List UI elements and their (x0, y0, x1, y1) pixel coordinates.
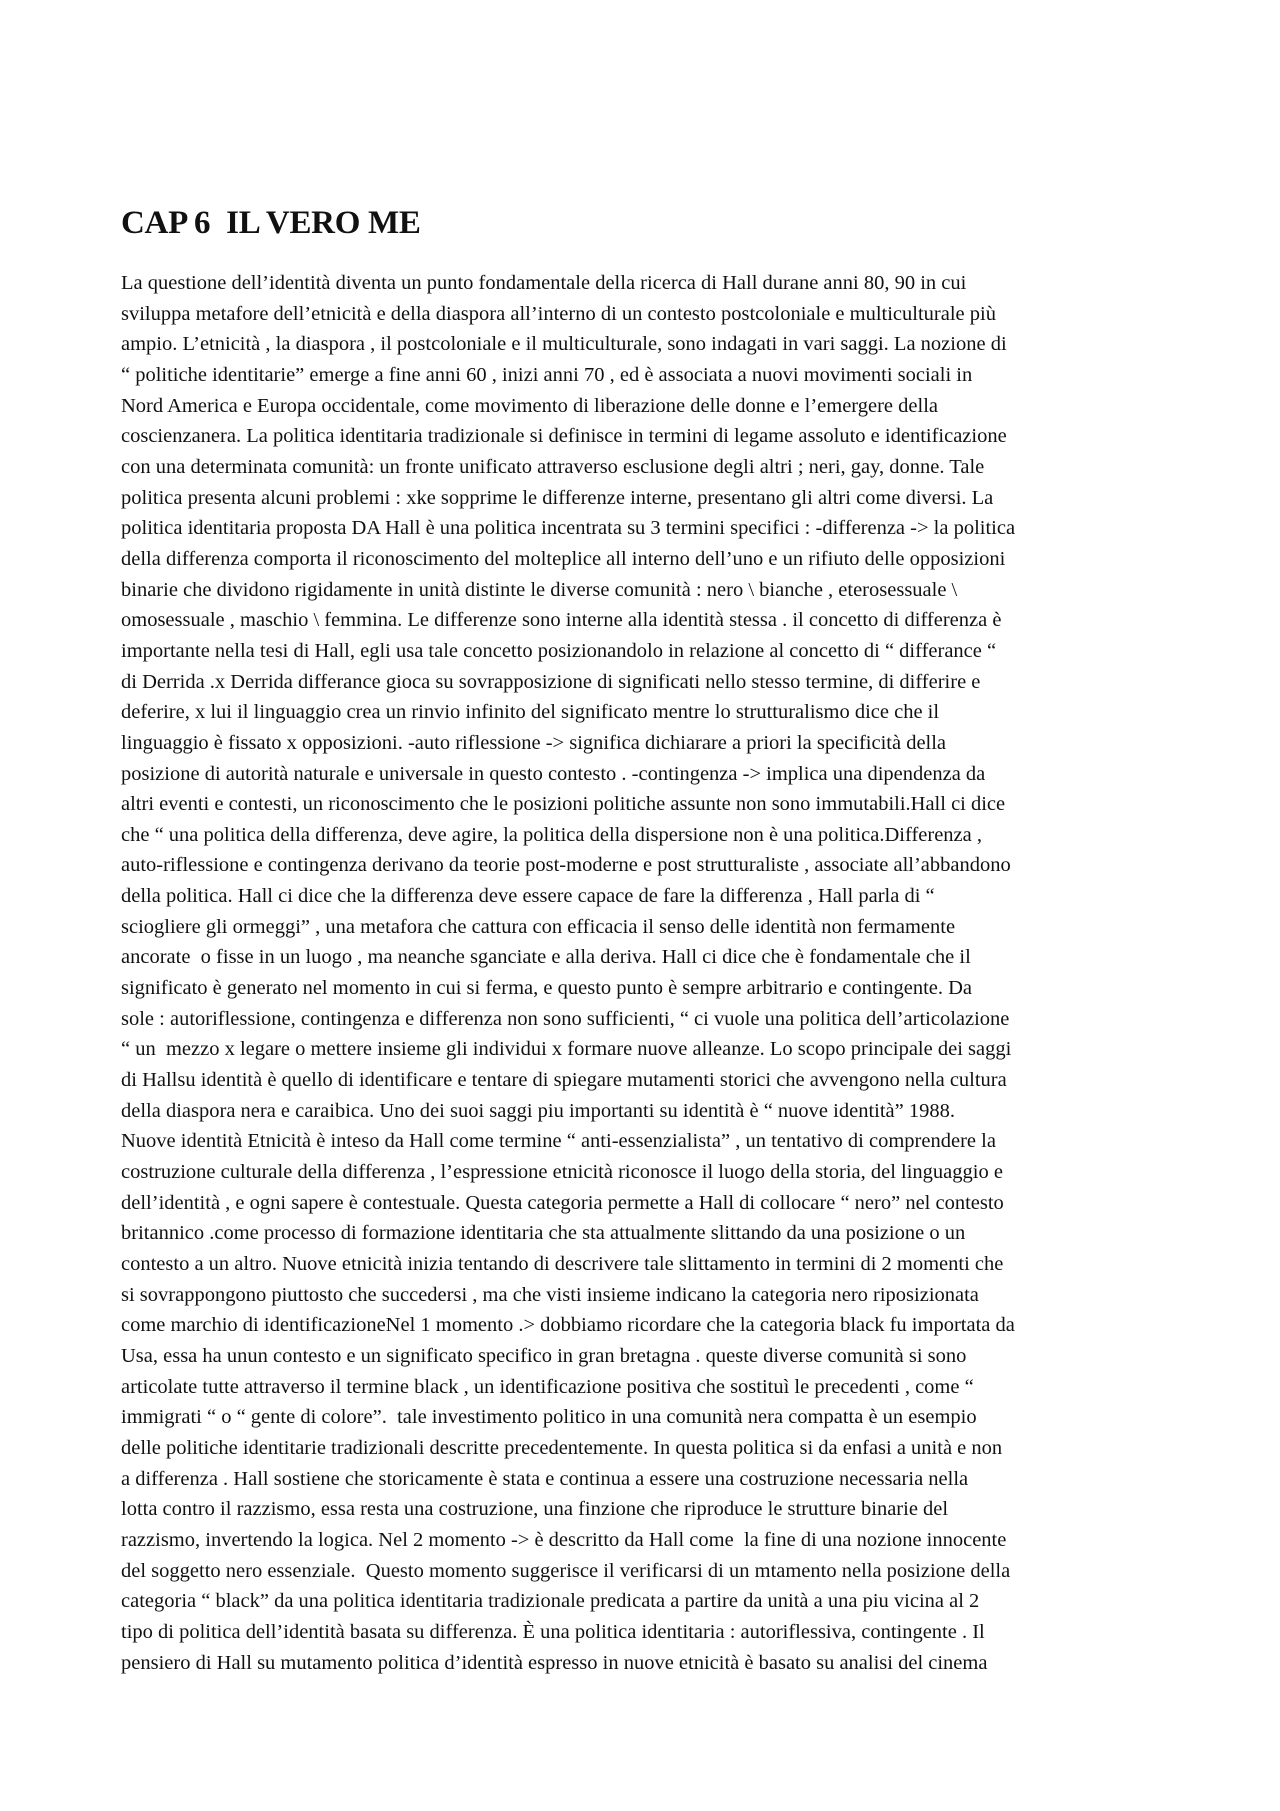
text-line: a differenza . Hall sostiene che storicamente è stata e continua a essere una costruzione necessaria nella (121, 1467, 969, 1490)
text-line: articolate tutte attraverso il termine black , un identificazione positiva che sostituì le precedenti , come “ (121, 1375, 974, 1398)
text-line: auto-riflessione e contingenza derivano da teorie post-moderne e post strutturaliste , associate all’abbandono (121, 854, 1011, 877)
text-line: “ un mezzo x legare o mettere insieme gli individui x formare nuove alleanze. Lo scopo principale dei saggi (121, 1038, 1012, 1061)
text-line: Usa, essa ha unun contesto e un significato specifico in gran bretagna . queste diverse comunità si sono (121, 1344, 967, 1367)
text-line: politica presenta alcuni problemi : xke sopprime le differenze interne, presentano gli altri come diversi. La (121, 486, 994, 509)
text-line: politica identitaria proposta DA Hall è una politica incentrata su 3 termini specifici : -differenza -> la politica (121, 517, 1016, 540)
text-line: del soggetto nero essenziale. Questo momento suggerisce il verificarsi di un mtamento nella posizione della (121, 1559, 1011, 1582)
text-line: che “ una politica della differenza, deve agire, la politica della dispersione non è una politica.Differenza , (121, 823, 982, 846)
text-line: pensiero di Hall su mutamento politica d’identità espresso in nuove etnicità è basato su analisi del cinema (121, 1651, 988, 1674)
chapter-title: CAP 6 IL VERO ME (121, 205, 421, 241)
text-line: significato è generato nel momento in cui si ferma, e questo punto è sempre arbitrario e contingente. Da (121, 977, 973, 1000)
text-line: sviluppa metafore dell’etnicità e della diaspora all’interno di un contesto postcoloniale e multiculturale più (121, 302, 996, 325)
text-line: si sovrappongono piuttosto che succedersi , ma che visti insieme indicano la categoria nero riposizionata (121, 1283, 979, 1306)
text-line: di Derrida .x Derrida differance gioca su sovrapposizione di significati nello stesso termine, di differire e (121, 670, 981, 693)
text-line: La questione dell’identità diventa un punto fondamentale della ricerca di Hall durane anni 80, 90 in cui (121, 272, 967, 294)
text-line: razzismo, invertendo la logica. Nel 2 momento -> è descritto da Hall come la fine di una nozione innocente (121, 1528, 1007, 1551)
text-line: della diaspora nera e caraibica. Uno dei suoi saggi piu importanti su identità è “ nuove identità” 1988. (121, 1099, 955, 1122)
text-line: immigrati “ o “ gente di colore”. tale investimento politico in una comunità nera compatta è un esempio (121, 1406, 977, 1429)
text-line: altri eventi e contesti, un riconoscimento che le posizioni politiche assunte non sono immutabili.Hall ci dice (121, 793, 1006, 816)
text-line: ampio. L’etnicità , la diaspora , il postcoloniale e il multiculturale, sono indagati in vari saggi. La nozione di (121, 333, 1007, 356)
text-line: come marchio di identificazioneNel 1 momento .> dobbiamo ricordare che la categoria black fu importata da (121, 1314, 1015, 1337)
text-line: delle politiche identitarie tradizionali descritte precedentemente. In questa politica si da enfasi a unità e non (121, 1436, 1003, 1459)
text-line: britannico .come processo di formazione identitaria che sta attualmente slittando da una posizione o un (121, 1222, 966, 1245)
text-line: tipo di politica dell’identità basata su differenza. È una politica identitaria : autoriflessiva, contingente . Il (121, 1620, 985, 1643)
text-line: della politica. Hall ci dice che la differenza deve essere capace de fare la differenza , Hall parla di “ (121, 885, 935, 908)
text-line: contesto a un altro. Nuove etnicità inizia tentando di descrivere tale slittamento in termini di 2 momenti che (121, 1253, 1004, 1275)
text-line: “ politiche identitarie” emerge a fine anni 60 , inizi anni 70 , ed è associata a nuovi movimenti sociali in (121, 363, 973, 386)
text-line: dell’identità , e ogni sapere è contestuale. Questa categoria permette a Hall di collocare “ nero” nel contesto (121, 1191, 1004, 1214)
text-line: omosessuale , maschio \ femmina. Le differenze sono interne alla identità stessa . il concetto di differenza è (121, 609, 1002, 632)
text-line: importante nella tesi di Hall, egli usa tale concetto posizionandolo in relazione al concetto di “ differance “ (121, 639, 997, 662)
text-line: della differenza comporta il riconoscimento del molteplice all interno dell’uno e un rifiuto delle opposizioni (121, 547, 1006, 570)
text-line: sole : autoriflessione, contingenza e differenza non sono sufficienti, “ ci vuole una politica dell’articolazione (121, 1007, 1010, 1030)
text-line: lotta contro il razzismo, essa resta una costruzione, una finzione che riproduce le strutture binarie del (121, 1498, 949, 1521)
text-line: ancorate o fisse in un luogo , ma neanche sganciate e alla deriva. Hall ci dice che è fondamentale che il (121, 946, 971, 969)
text-line: linguaggio è fissato x opposizioni. -auto riflessione -> significa dichiarare a priori la specificità della (121, 731, 947, 754)
text-line: categoria “ black” da una politica identitaria tradizionale predicata a partire da unità a una piu vicina al 2 (121, 1590, 980, 1613)
text-line: Nord America e Europa occidentale, come movimento di liberazione delle donne e l’emergere della (121, 394, 938, 417)
text-line: di Hallsu identità è quello di identificare e tentare di spiegare mutamenti storici che avvengono nella cultura (121, 1069, 1007, 1092)
text-line: binarie che dividono rigidamente in unità distinte le diverse comunità : nero \ bianche , eterosessuale \ (121, 578, 958, 601)
text-line: deferire, x lui il linguaggio crea un rinvio infinito del significato mentre lo strutturalismo dice che il (121, 701, 940, 724)
text-line: Nuove identità Etnicità è inteso da Hall come termine “ anti-essenzialista” , un tentativo di comprendere la (121, 1130, 996, 1153)
text-line: posizione di autorità naturale e universale in questo contesto . -contingenza -> implica una dipendenza da (121, 762, 986, 785)
text-line: con una determinata comunità: un fronte unificato attraverso esclusione degli altri ; neri, gay, donne. Tale (121, 455, 985, 478)
body-paragraph (121, 268, 1171, 1678)
text-line: sciogliere gli ormeggi” , una metafora che cattura con efficacia il senso delle identità non fermamente (121, 915, 956, 938)
text-line: costruzione culturale della differenza , l’espressione etnicità riconosce il luogo della storia, del linguaggio e (121, 1161, 1003, 1184)
text-line: coscienzanera. La politica identitaria tradizionale si definisce in termini di legame assoluto e identificazione (121, 425, 1007, 448)
